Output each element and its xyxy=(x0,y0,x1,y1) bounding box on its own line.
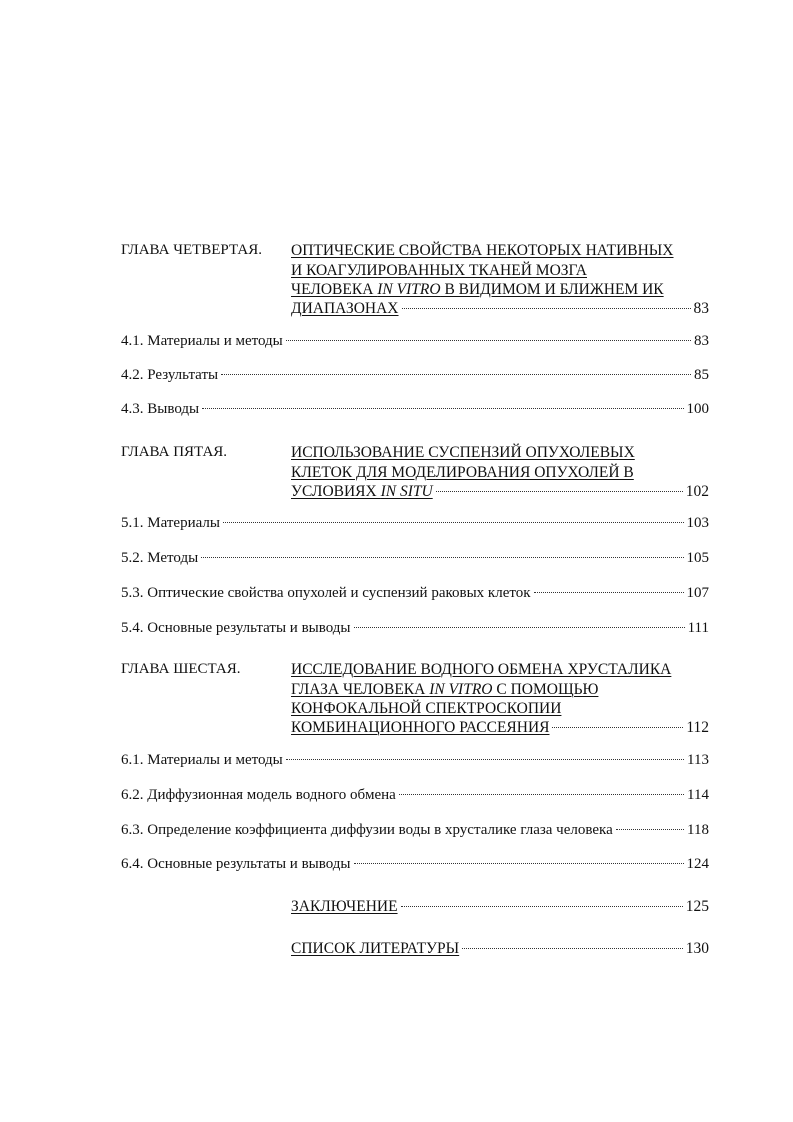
chapter-4-title-line-4[interactable] xyxy=(291,298,709,319)
chapter-5-title-line-3[interactable] xyxy=(291,481,709,502)
toc-entry-page: 113 xyxy=(687,752,709,768)
chapter-5-title-line-2: КЛЕТОК ДЛЯ МОДЕЛИРОВАНИЯ ОПУХОЛЕЙ В xyxy=(291,464,634,481)
toc-entry-conclusion[interactable] xyxy=(291,896,709,917)
toc-entry-6-1[interactable] xyxy=(121,750,709,771)
dot-leader xyxy=(286,340,691,341)
toc-entry-page: 100 xyxy=(686,401,709,417)
dot-leader xyxy=(436,491,683,492)
toc-entry-5-1[interactable] xyxy=(121,513,709,534)
toc-entry-page: 111 xyxy=(687,620,709,636)
chapter-6-title-line-2: ГЛАЗА ЧЕЛОВЕКА IN VITRO С ПОМОЩЬЮ xyxy=(291,681,599,698)
toc-entry-page: 83 xyxy=(694,333,709,349)
toc-entry-title: СПИСОК ЛИТЕРАТУРЫ xyxy=(291,940,460,957)
toc-entry-6-3[interactable] xyxy=(121,820,709,841)
chapter-6-page: 112 xyxy=(686,719,709,736)
toc-entry-4-1[interactable] xyxy=(121,331,709,352)
toc-entry-title: 5.1. Материалы xyxy=(121,515,220,531)
dot-leader xyxy=(401,906,683,907)
toc-entry-title: 6.1. Материалы и методы xyxy=(121,752,283,768)
chapter-4-title-line-3: ЧЕЛОВЕКА IN VITRO В ВИДИМОМ И БЛИЖНЕМ ИК xyxy=(291,281,664,298)
toc-entry-4-2[interactable] xyxy=(121,365,709,386)
toc-entry-page: 124 xyxy=(686,856,709,872)
dot-leader xyxy=(399,794,684,795)
toc-entry-4-3[interactable] xyxy=(121,399,709,420)
chapter-5-label: ГЛАВА ПЯТАЯ. xyxy=(121,444,228,460)
chapter-5-title-end: УСЛОВИЯХ IN SITU xyxy=(291,483,433,500)
dot-leader xyxy=(223,522,684,523)
chapter-4-title-line-1: ОПТИЧЕСКИЕ СВОЙСТВА НЕКОТОРЫХ НАТИВНЫХ xyxy=(291,242,674,259)
chapter-6-italic-term: IN VITRO xyxy=(429,681,493,698)
toc-entry-references[interactable] xyxy=(291,938,709,959)
dot-leader xyxy=(201,557,683,558)
chapter-6-title-line-1: ИССЛЕДОВАНИЕ ВОДНОГО ОБМЕНА ХРУСТАЛИКА xyxy=(291,661,672,678)
toc-entry-page: 85 xyxy=(694,367,709,383)
dot-leader xyxy=(354,627,685,628)
toc-entry-6-2[interactable] xyxy=(121,785,709,806)
toc-entry-title: 4.2. Результаты xyxy=(121,367,219,383)
dot-leader xyxy=(286,759,684,760)
toc-entry-title: 6.4. Основные результаты и выводы xyxy=(121,856,351,872)
dot-leader xyxy=(616,829,684,830)
chapter-5-italic-term: IN SITU xyxy=(380,483,433,500)
dot-leader xyxy=(552,727,683,728)
toc-entry-page: 118 xyxy=(687,822,709,838)
chapter-4-italic-term: IN VITRO xyxy=(377,281,441,298)
chapter-6-title-line-3: КОНФОКАЛЬНОЙ СПЕКТРОСКОПИИ xyxy=(291,700,562,717)
chapter-4-label: ГЛАВА ЧЕТВЕРТАЯ. xyxy=(121,242,262,258)
toc-entry-5-2[interactable] xyxy=(121,548,709,569)
toc-entry-title: ЗАКЛЮЧЕНИЕ xyxy=(291,898,398,915)
toc-entry-6-4[interactable] xyxy=(121,854,709,875)
toc-entry-page: 130 xyxy=(685,940,709,957)
chapter-6-title-line-4[interactable] xyxy=(291,717,709,738)
chapter-5-title-line-1: ИСПОЛЬЗОВАНИЕ СУСПЕНЗИЙ ОПУХОЛЕВЫХ xyxy=(291,444,635,461)
toc-entry-page: 114 xyxy=(687,787,709,803)
chapter-5-page: 102 xyxy=(685,483,709,500)
dot-leader xyxy=(462,948,683,949)
toc-entry-title: 6.3. Определение коэффициента диффузии воды в хрусталике глаза человека xyxy=(121,822,613,838)
dot-leader xyxy=(402,308,691,309)
dot-leader xyxy=(221,374,691,375)
chapter-6-title-end: КОМБИНАЦИОННОГО РАССЕЯНИЯ xyxy=(291,719,550,736)
dot-leader xyxy=(534,592,684,593)
chapter-4-title-line-2: И КОАГУЛИРОВАННЫХ ТКАНЕЙ МОЗГА xyxy=(291,262,587,279)
toc-entry-page: 105 xyxy=(686,550,709,566)
toc-entry-title: 5.3. Оптические свойства опухолей и суспензий раковых клеток xyxy=(121,585,531,601)
toc-entry-page: 125 xyxy=(685,898,709,915)
toc-entry-5-3[interactable] xyxy=(121,583,709,604)
toc-entry-5-4[interactable] xyxy=(121,618,709,639)
toc-entry-title: 4.1. Материалы и методы xyxy=(121,333,283,349)
toc-entry-title: 4.3. Выводы xyxy=(121,401,200,417)
dot-leader xyxy=(354,863,684,864)
dot-leader xyxy=(202,408,683,409)
toc-entry-page: 107 xyxy=(686,585,709,601)
toc-entry-page: 103 xyxy=(686,515,709,531)
chapter-4-title-end: ДИАПАЗОНАХ xyxy=(291,300,399,317)
toc-entry-title: 5.2. Методы xyxy=(121,550,199,566)
toc-entry-title: 6.2. Диффузионная модель водного обмена xyxy=(121,787,396,803)
toc-entry-title: 5.4. Основные результаты и выводы xyxy=(121,620,351,636)
chapter-6-label: ГЛАВА ШЕСТАЯ. xyxy=(121,661,241,677)
chapter-4-page: 83 xyxy=(693,300,709,317)
